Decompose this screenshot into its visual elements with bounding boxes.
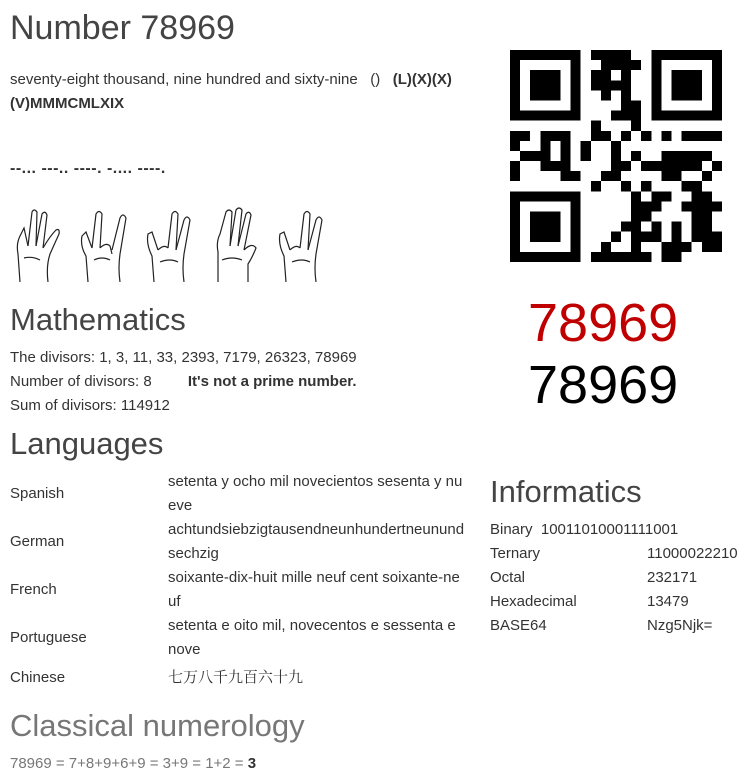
qr-module bbox=[692, 191, 702, 201]
qr-module bbox=[540, 80, 550, 90]
language-name: Portuguese bbox=[10, 629, 87, 646]
qr-module bbox=[692, 131, 702, 141]
qr-module bbox=[682, 181, 692, 191]
qr-module bbox=[702, 222, 712, 232]
hand-9-icon bbox=[142, 206, 202, 282]
qr-module bbox=[702, 191, 712, 201]
qr-module bbox=[540, 70, 550, 80]
qr-module bbox=[591, 121, 601, 131]
qr-module bbox=[641, 131, 651, 141]
qr-module bbox=[682, 80, 692, 90]
qr-module bbox=[540, 222, 550, 232]
qr-module bbox=[550, 161, 560, 171]
mathematics-heading: Mathematics bbox=[10, 302, 186, 337]
qr-module bbox=[510, 252, 520, 262]
qr-module bbox=[672, 90, 682, 100]
qr-module bbox=[571, 252, 581, 262]
qr-module bbox=[571, 80, 581, 90]
qr-module bbox=[712, 80, 722, 90]
divisors-line: The divisors: 1, 3, 11, 33, 2393, 7179, 26323, 78969 bbox=[10, 349, 357, 366]
qr-module bbox=[520, 151, 530, 161]
qr-module bbox=[621, 181, 631, 191]
qr-module bbox=[631, 232, 641, 242]
qr-module bbox=[692, 161, 702, 171]
qr-module bbox=[601, 80, 611, 90]
qr-module bbox=[712, 100, 722, 110]
qr-module bbox=[601, 90, 611, 100]
qr-module bbox=[540, 50, 550, 60]
qr-module bbox=[621, 222, 631, 232]
qr-module bbox=[712, 111, 722, 121]
qr-module bbox=[571, 201, 581, 211]
number-words bbox=[10, 68, 480, 116]
qr-module bbox=[611, 50, 621, 60]
qr-module bbox=[520, 50, 530, 60]
qr-module bbox=[661, 242, 671, 252]
qr-module bbox=[692, 111, 702, 121]
hand-7-icon bbox=[10, 206, 70, 282]
qr-module bbox=[540, 90, 550, 100]
qr-module bbox=[661, 171, 671, 181]
qr-module bbox=[530, 90, 540, 100]
qr-module bbox=[672, 252, 682, 262]
binary-cell bbox=[490, 518, 738, 542]
qr-module bbox=[571, 111, 581, 121]
qr-module bbox=[672, 80, 682, 90]
qr-module bbox=[702, 232, 712, 242]
qr-module bbox=[560, 252, 570, 262]
qr-module bbox=[560, 111, 570, 121]
language-name: French bbox=[10, 581, 57, 598]
qr-module bbox=[651, 201, 661, 211]
qr-module bbox=[682, 242, 692, 252]
language-name: Spanish bbox=[10, 485, 65, 502]
qr-module bbox=[702, 111, 712, 121]
numerology-heading: Classical numerology bbox=[10, 708, 305, 743]
qr-module bbox=[571, 242, 581, 252]
qr-module bbox=[571, 171, 581, 181]
qr-module bbox=[682, 131, 692, 141]
qr-module bbox=[621, 131, 631, 141]
qr-module bbox=[692, 212, 702, 222]
qr-module bbox=[530, 212, 540, 222]
qr-module bbox=[611, 141, 621, 151]
qr-module bbox=[661, 111, 671, 121]
table-row bbox=[10, 614, 468, 662]
qr-module bbox=[692, 80, 702, 90]
qr-module bbox=[591, 80, 601, 90]
table-row bbox=[10, 662, 468, 690]
qr-module bbox=[540, 232, 550, 242]
qr-module bbox=[631, 212, 641, 222]
qr-module bbox=[550, 222, 560, 232]
qr-module bbox=[702, 242, 712, 252]
qr-module bbox=[682, 70, 692, 80]
qr-module bbox=[530, 70, 540, 80]
numerology-line bbox=[10, 752, 256, 776]
qr-module bbox=[712, 70, 722, 80]
qr-module bbox=[571, 232, 581, 242]
qr-module bbox=[672, 70, 682, 80]
hand-signs bbox=[10, 206, 340, 282]
numerology-expression: 78969 = 7+8+9+6+9 = 3+9 = 1+2 = bbox=[10, 755, 248, 772]
qr-module bbox=[540, 141, 550, 151]
qr-module bbox=[651, 161, 661, 171]
qr-module bbox=[672, 171, 682, 181]
qr-module bbox=[672, 242, 682, 252]
qr-module bbox=[560, 151, 570, 161]
info-value: 11000022210 bbox=[647, 545, 738, 562]
qr-module bbox=[631, 111, 641, 121]
qr-module bbox=[641, 181, 651, 191]
qr-module bbox=[520, 131, 530, 141]
qr-module bbox=[611, 171, 621, 181]
informatics-heading: Informatics bbox=[490, 474, 642, 509]
qr-module bbox=[661, 151, 671, 161]
qr-module bbox=[621, 100, 631, 110]
qr-module bbox=[682, 90, 692, 100]
qr-module bbox=[520, 252, 530, 262]
qr-module bbox=[712, 242, 722, 252]
qr-module bbox=[510, 80, 520, 90]
qr-module bbox=[631, 222, 641, 232]
qr-module bbox=[651, 222, 661, 232]
qr-module bbox=[712, 201, 722, 211]
qr-module bbox=[601, 50, 611, 60]
qr-module bbox=[672, 161, 682, 171]
qr-module bbox=[550, 80, 560, 90]
qr-module bbox=[601, 70, 611, 80]
page-title: Number 78969 bbox=[10, 9, 235, 47]
qr-module bbox=[712, 161, 722, 171]
language-text: soixante-dix-huit mille neuf cent soixante-neuf bbox=[168, 569, 460, 610]
qr-module bbox=[510, 171, 520, 181]
qr-module bbox=[601, 242, 611, 252]
qr-module bbox=[641, 201, 651, 211]
qr-module bbox=[520, 191, 530, 201]
qr-module bbox=[641, 161, 651, 171]
qr-module bbox=[530, 50, 540, 60]
qr-module bbox=[631, 191, 641, 201]
qr-module bbox=[682, 50, 692, 60]
qr-module bbox=[550, 191, 560, 201]
qr-module bbox=[621, 252, 631, 262]
qr-module bbox=[601, 171, 611, 181]
hand-6-icon bbox=[208, 206, 268, 282]
numerology-result: 3 bbox=[247, 755, 257, 772]
qr-module bbox=[560, 161, 570, 171]
qr-module bbox=[641, 252, 651, 262]
qr-module bbox=[641, 232, 651, 242]
qr-module bbox=[692, 222, 702, 232]
table-row bbox=[10, 566, 468, 614]
qr-module bbox=[571, 222, 581, 232]
qr-module bbox=[510, 232, 520, 242]
languages-table bbox=[10, 470, 468, 690]
divisors-sum: Sum of divisors: 114912 bbox=[10, 397, 170, 414]
qr-module bbox=[510, 242, 520, 252]
qr-module bbox=[540, 252, 550, 262]
qr-module bbox=[591, 70, 601, 80]
qr-module bbox=[601, 60, 611, 70]
qr-module bbox=[510, 191, 520, 201]
prime-status: It's not a prime number. bbox=[187, 373, 357, 390]
qr-module bbox=[682, 201, 692, 211]
qr-module bbox=[631, 121, 641, 131]
big-number-black: 78969 bbox=[528, 355, 679, 415]
qr-module bbox=[692, 181, 702, 191]
table-row bbox=[490, 566, 738, 590]
qr-module bbox=[550, 252, 560, 262]
qr-module bbox=[661, 131, 671, 141]
qr-module bbox=[712, 50, 722, 60]
table-row bbox=[10, 518, 468, 566]
qr-module bbox=[530, 151, 540, 161]
qr-module bbox=[571, 100, 581, 110]
qr-module bbox=[571, 90, 581, 100]
binary-value: 10011010001111001 bbox=[540, 521, 679, 538]
qr-module bbox=[550, 50, 560, 60]
qr-module bbox=[611, 252, 621, 262]
morse-code: --... ---.. ----. -.... ----. bbox=[10, 160, 166, 177]
qr-module bbox=[712, 60, 722, 70]
qr-module bbox=[651, 111, 661, 121]
qr-module bbox=[611, 111, 621, 121]
qr-module bbox=[702, 50, 712, 60]
qr-module bbox=[550, 70, 560, 80]
words-parenthesis: () bbox=[370, 71, 381, 88]
language-name: Chinese bbox=[10, 669, 66, 686]
qr-module bbox=[651, 60, 661, 70]
language-text: setenta e oito mil, novecentos e sessenta e nove bbox=[168, 617, 456, 658]
qr-module bbox=[631, 60, 641, 70]
qr-module bbox=[621, 161, 631, 171]
qr-module bbox=[591, 252, 601, 262]
qr-module bbox=[560, 191, 570, 201]
qr-module bbox=[702, 171, 712, 181]
qr-module bbox=[581, 141, 591, 151]
table-row bbox=[490, 590, 738, 614]
qr-module bbox=[621, 70, 631, 80]
qr-module bbox=[661, 191, 671, 201]
qr-module bbox=[550, 111, 560, 121]
qr-module bbox=[510, 161, 520, 171]
info-value: 232171 bbox=[647, 569, 698, 586]
qr-module bbox=[540, 212, 550, 222]
qr-module bbox=[510, 90, 520, 100]
qr-module bbox=[510, 131, 520, 141]
roman-numeral: (L)(X)(X)(V)MMMCMLXIX bbox=[10, 71, 452, 112]
info-key: Hexadecimal bbox=[490, 593, 577, 610]
qr-module bbox=[530, 222, 540, 232]
qr-module bbox=[601, 131, 611, 141]
qr-module bbox=[631, 252, 641, 262]
qr-module bbox=[692, 201, 702, 211]
info-key: BASE64 bbox=[490, 617, 547, 634]
language-text: 七万八千九百六十九 bbox=[168, 669, 304, 686]
info-key: Octal bbox=[490, 569, 526, 586]
qr-module bbox=[651, 80, 661, 90]
table-row bbox=[490, 542, 738, 566]
language-name: German bbox=[10, 533, 65, 550]
qr-module bbox=[631, 100, 641, 110]
qr-module bbox=[661, 161, 671, 171]
info-value: Nzg5Njk= bbox=[647, 617, 713, 634]
qr-module bbox=[510, 60, 520, 70]
qr-module bbox=[510, 50, 520, 60]
qr-module bbox=[581, 151, 591, 161]
qr-module bbox=[560, 131, 570, 141]
qr-module bbox=[651, 50, 661, 60]
qr-module bbox=[510, 212, 520, 222]
qr-module bbox=[510, 201, 520, 211]
qr-module bbox=[550, 212, 560, 222]
qr-module bbox=[510, 222, 520, 232]
qr-module bbox=[540, 131, 550, 141]
qr-code bbox=[510, 50, 722, 262]
qr-module bbox=[571, 212, 581, 222]
qr-module bbox=[712, 131, 722, 141]
divisors-count-row bbox=[10, 370, 357, 394]
divisors-count: Number of divisors: 8 bbox=[10, 373, 152, 390]
qr-module bbox=[661, 50, 671, 60]
table-row bbox=[490, 518, 738, 542]
qr-module bbox=[530, 80, 540, 90]
qr-module bbox=[621, 80, 631, 90]
qr-module bbox=[692, 151, 702, 161]
qr-module bbox=[631, 151, 641, 161]
qr-module bbox=[682, 151, 692, 161]
table-row bbox=[490, 614, 738, 638]
qr-module bbox=[520, 111, 530, 121]
qr-module bbox=[621, 111, 631, 121]
qr-module bbox=[692, 90, 702, 100]
qr-module bbox=[540, 191, 550, 201]
info-key: Ternary bbox=[490, 545, 541, 562]
qr-module bbox=[641, 212, 651, 222]
language-text: setenta y ocho mil novecientos sesenta y nueve bbox=[168, 473, 463, 514]
qr-module bbox=[631, 242, 641, 252]
qr-module bbox=[661, 252, 671, 262]
qr-module bbox=[682, 161, 692, 171]
table-row bbox=[10, 470, 468, 518]
qr-module bbox=[560, 50, 570, 60]
qr-module bbox=[651, 100, 661, 110]
qr-module bbox=[672, 222, 682, 232]
qr-module bbox=[601, 252, 611, 262]
qr-module bbox=[550, 90, 560, 100]
qr-module bbox=[672, 232, 682, 242]
qr-module bbox=[611, 60, 621, 70]
qr-module bbox=[571, 50, 581, 60]
qr-module bbox=[550, 232, 560, 242]
qr-module bbox=[702, 131, 712, 141]
qr-module bbox=[510, 141, 520, 151]
languages-heading: Languages bbox=[10, 426, 164, 461]
hand-9-icon bbox=[274, 206, 334, 282]
qr-module bbox=[621, 90, 631, 100]
qr-module bbox=[631, 201, 641, 211]
qr-module bbox=[611, 151, 621, 161]
qr-module bbox=[702, 151, 712, 161]
words-text: seventy-eight thousand, nine hundred and sixty-nine bbox=[10, 71, 358, 88]
qr-module bbox=[621, 60, 631, 70]
qr-module bbox=[591, 131, 601, 141]
qr-module bbox=[540, 161, 550, 171]
qr-module bbox=[712, 90, 722, 100]
qr-module bbox=[530, 232, 540, 242]
qr-module bbox=[712, 232, 722, 242]
qr-module bbox=[571, 60, 581, 70]
qr-module bbox=[621, 50, 631, 60]
qr-module bbox=[702, 201, 712, 211]
qr-module bbox=[611, 80, 621, 90]
info-value: 13479 bbox=[647, 593, 689, 610]
qr-module bbox=[611, 161, 621, 171]
qr-module bbox=[530, 111, 540, 121]
qr-module bbox=[672, 111, 682, 121]
big-number-red: 78969 bbox=[528, 293, 679, 353]
qr-module bbox=[692, 50, 702, 60]
qr-module bbox=[591, 181, 601, 191]
qr-module bbox=[560, 141, 570, 151]
qr-module bbox=[611, 232, 621, 242]
qr-module bbox=[530, 252, 540, 262]
binary-label: Binary bbox=[490, 521, 533, 538]
qr-module bbox=[672, 151, 682, 161]
language-text: achtundsiebzigtausendneunhundertneunundsechzig bbox=[168, 521, 465, 562]
qr-module bbox=[702, 212, 712, 222]
qr-module bbox=[571, 70, 581, 80]
qr-module bbox=[540, 151, 550, 161]
qr-module bbox=[672, 50, 682, 60]
qr-module bbox=[651, 90, 661, 100]
qr-module bbox=[651, 191, 661, 201]
qr-module bbox=[692, 70, 702, 80]
qr-module bbox=[550, 131, 560, 141]
qr-module bbox=[510, 70, 520, 80]
qr-module bbox=[571, 191, 581, 201]
qr-module bbox=[510, 111, 520, 121]
qr-module bbox=[682, 111, 692, 121]
qr-module bbox=[540, 111, 550, 121]
qr-module bbox=[560, 171, 570, 181]
qr-module bbox=[692, 232, 702, 242]
qr-module bbox=[530, 191, 540, 201]
hand-8-icon bbox=[76, 206, 136, 282]
qr-module bbox=[591, 50, 601, 60]
informatics-table bbox=[490, 518, 738, 638]
qr-module bbox=[510, 100, 520, 110]
mathematics-block bbox=[10, 346, 357, 418]
qr-module bbox=[651, 232, 661, 242]
qr-module bbox=[651, 70, 661, 80]
